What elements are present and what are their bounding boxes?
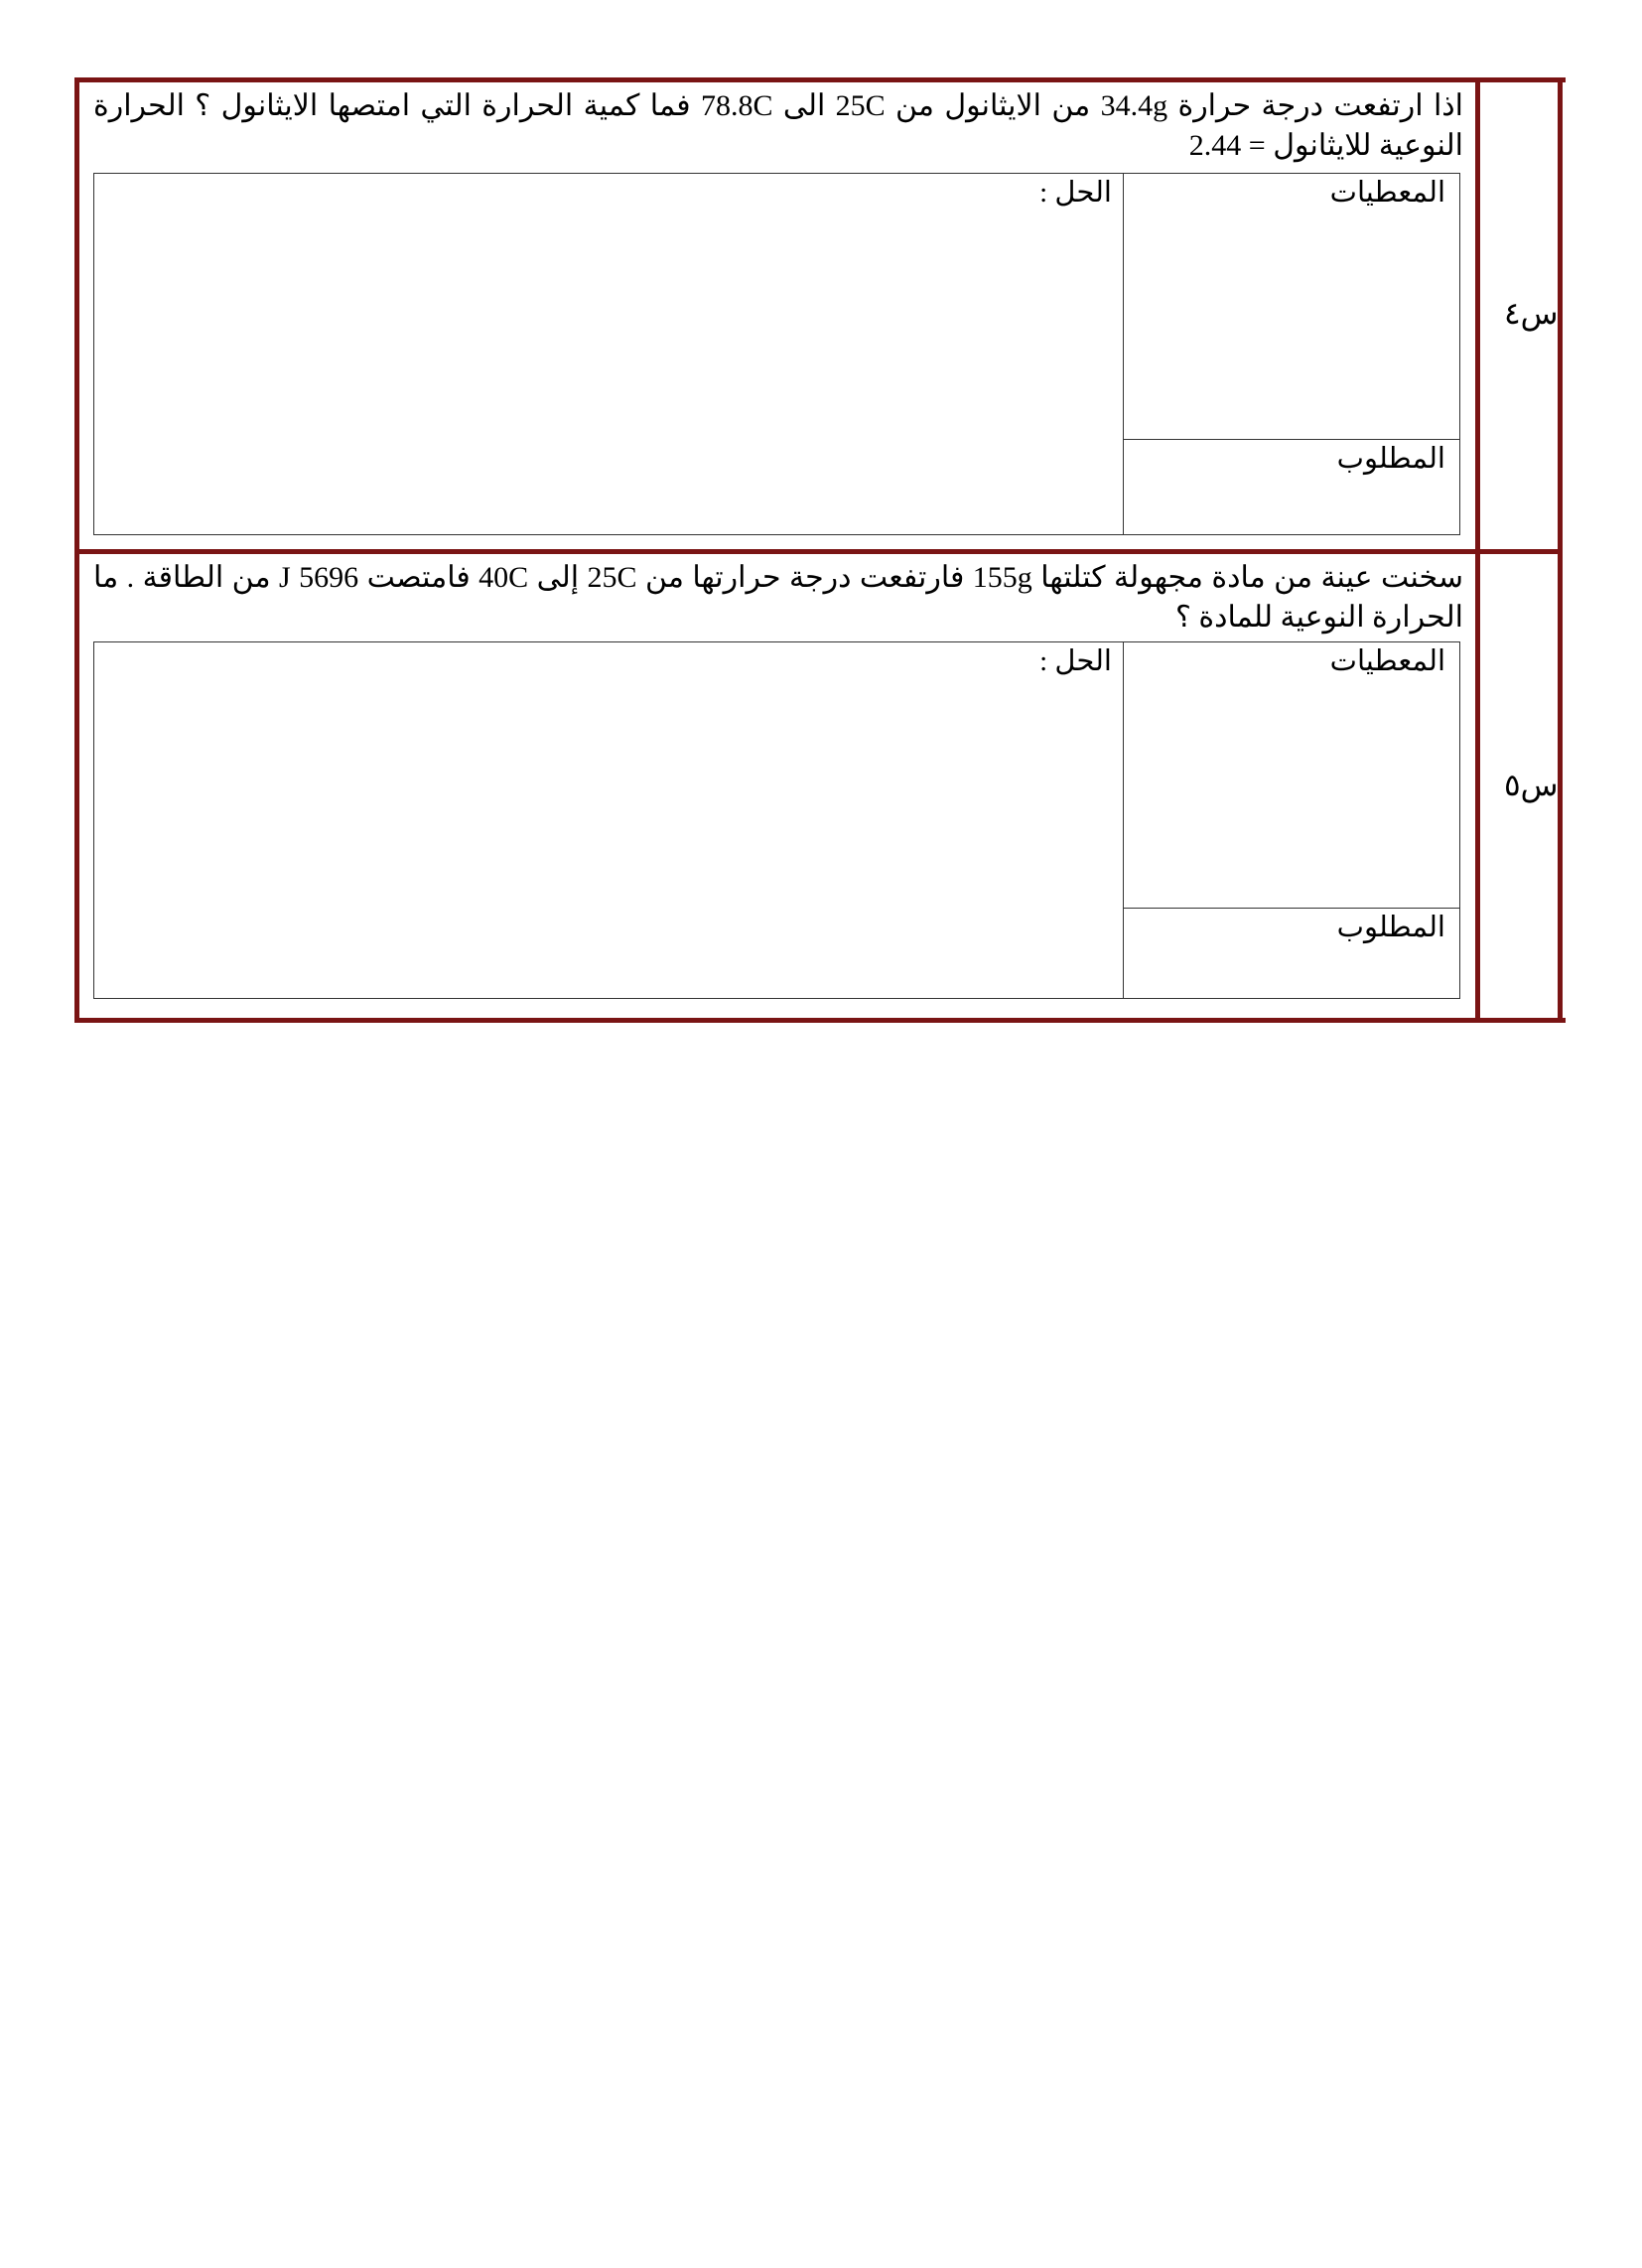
question-4-cell bbox=[79, 82, 1475, 549]
answer-box-vertical-divider bbox=[1123, 174, 1124, 534]
answer-box-horizontal-divider bbox=[1124, 439, 1459, 440]
required-label: المطلوب bbox=[1336, 443, 1445, 475]
question-4-text: اذا ارتفعت درجة حرارة 34.4g من الايثانول من 25C الى 78.8C فما كمية الحرارة التي امتصها الايثانول ؟ الحرارة النوعية للايثانول = 2.44 bbox=[93, 89, 1464, 162]
solution-label: الحل : bbox=[1039, 177, 1112, 209]
answer-box-vertical-divider bbox=[1123, 642, 1124, 998]
givens-label: المعطيات bbox=[1329, 177, 1445, 209]
worksheet-table bbox=[74, 77, 1566, 1023]
question-4-answer-box bbox=[93, 173, 1460, 535]
question-5-number: س٥ bbox=[1504, 768, 1559, 802]
answer-box-horizontal-divider bbox=[1124, 908, 1459, 909]
solution-label: الحل : bbox=[1039, 645, 1112, 677]
question-5-text: سخنت عينة من مادة مجهولة كتلتها 155g فارتفعت درجة حرارتها من 25C إلى 40C فامتصت 5696 J من الطاقة . ما الحرارة النوعية للمادة ؟ bbox=[93, 561, 1464, 634]
givens-label: المعطيات bbox=[1329, 645, 1445, 677]
question-5-cell bbox=[79, 554, 1475, 1023]
required-label: المطلوب bbox=[1336, 912, 1445, 943]
question-5-answer-box bbox=[93, 641, 1460, 999]
question-4-number: س٤ bbox=[1504, 296, 1559, 331]
